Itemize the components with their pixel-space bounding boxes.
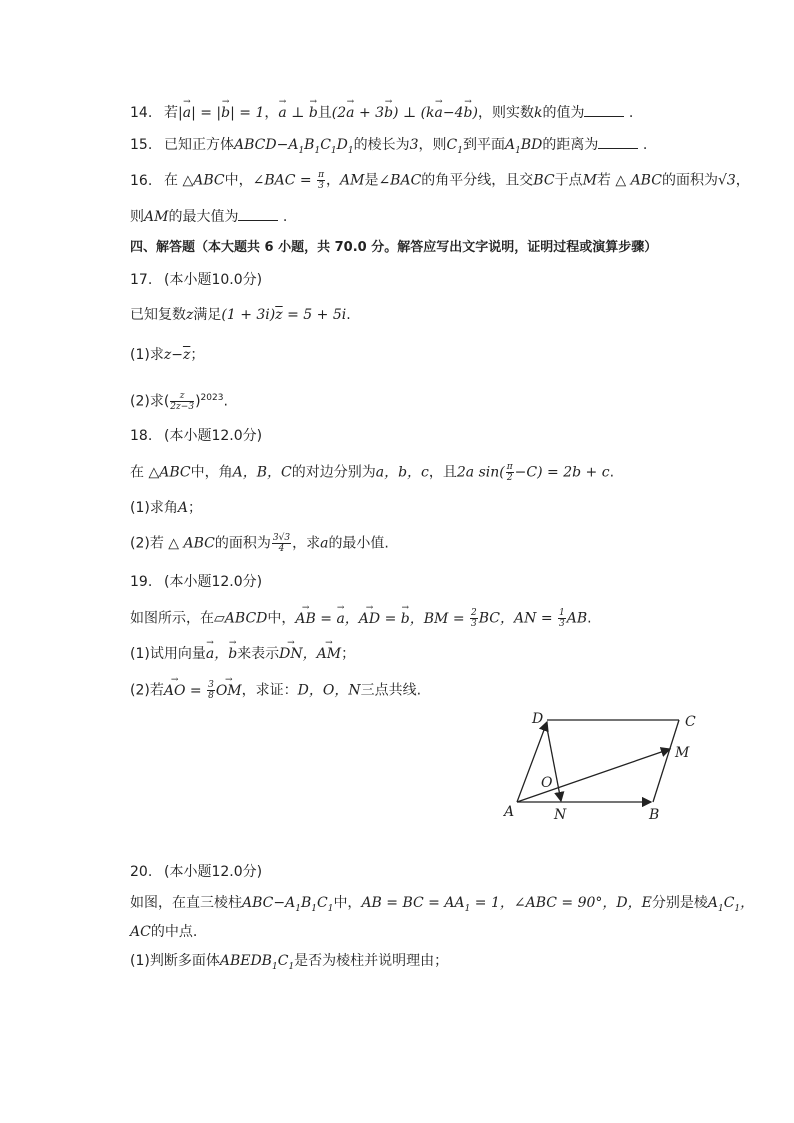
answer-blank[interactable] — [238, 206, 278, 221]
question-19-header: 19. (本小题12.0分) — [130, 574, 263, 590]
label-o: O — [541, 775, 553, 791]
question-number: 14. — [130, 105, 153, 121]
parallelogram-figure — [495, 705, 710, 830]
vector-am — [517, 749, 670, 802]
question-17-part1: (1)求$z-\overline{z}$； — [130, 347, 205, 363]
question-18-stem: 在 △ABC中，角A，B，C的对边分别为a，b，c，且2a sin( $\frac{\pi}{2}$ −C) = 2b + c. — [130, 462, 615, 483]
label-a: A — [504, 804, 515, 820]
question-18-header: 18. (本小题12.0分) — [130, 428, 263, 444]
question-17-part2: (2)求( $\frac{z}{2\overline{z}-3}$ )$^{2023}$. — [130, 391, 228, 413]
question-19-stem: 如图所示，在▱ABCD中，→ AB = → a，→ AD = → b，BM = $\frac{2}{3}$ BC，AN = $\frac{1}{3}$ AB. — [130, 608, 592, 629]
question-18-part2: (2)若 △ ABC的面积为 $\frac{3√3}{4}$ ，求a的最小值. — [130, 533, 389, 554]
label-d: D — [532, 711, 544, 727]
question-17-stem: 已知复数z满足$(1 + 3i)\overline{z} = 5 + 5i$. — [130, 307, 351, 323]
question-17-header: 17. (本小题10.0分) — [130, 272, 263, 288]
question-20-stem-line2: AC的中点. — [130, 924, 198, 940]
label-b: B — [649, 807, 660, 823]
label-n: N — [554, 807, 567, 823]
label-m: M — [675, 745, 690, 761]
section-title: 四、解答题（本大题共 6 小题，共 70.0 分。解答应写出文字说明，证明过程或演算步骤） — [130, 240, 658, 255]
question-16-line2: 则AM的最大值为 . — [130, 206, 287, 227]
question-14: 14. 若|→ a| = |→ b| = 1，→ a ⊥ → b且(2→ a + 3→ b) ⊥ (k→ a−4→ b)，则实数k的值为 . — [130, 102, 633, 123]
question-number: 16. — [130, 172, 153, 189]
answer-blank[interactable] — [598, 134, 638, 149]
question-19-part1: (1)试用向量→ a，→ b来表示→ DN，→ AM； — [130, 644, 355, 664]
question-20-header: 20. (本小题12.0分) — [130, 864, 263, 880]
side-cb — [653, 720, 679, 802]
question-16: 16. 在 △ABC中，∠BAC = $\frac{\pi}{3}$ ，AM是∠BAC的角平分线，且交BC于点M若 △ ABC的面积为√3， — [130, 170, 750, 191]
answer-blank[interactable] — [584, 102, 624, 117]
question-number: 15. — [130, 137, 153, 153]
question-15: 15. 已知正方体$ABCD-A_1B_1C_1D_1$的棱长为3，则$C_1$到平面$A_1BD$的距离为 . — [130, 134, 647, 161]
label-c: C — [685, 714, 696, 730]
question-18-part1: (1)求角A； — [130, 500, 202, 516]
question-20-part1: (1)判断多面体$ABEDB_1C_1$是否为棱柱并说明理由； — [130, 953, 449, 972]
question-20-stem: 如图，在直三棱柱$ABC-A_1B_1C_1$中，AB = BC = $AA_1 = 1$，∠ABC = 90°，D，E分别是棱$A_1C_1$， — [130, 895, 755, 914]
question-19-part2: (2)若→ AO = $\frac{3}{8}$ → OM，求证：D，O，N三点共线. — [130, 680, 421, 701]
